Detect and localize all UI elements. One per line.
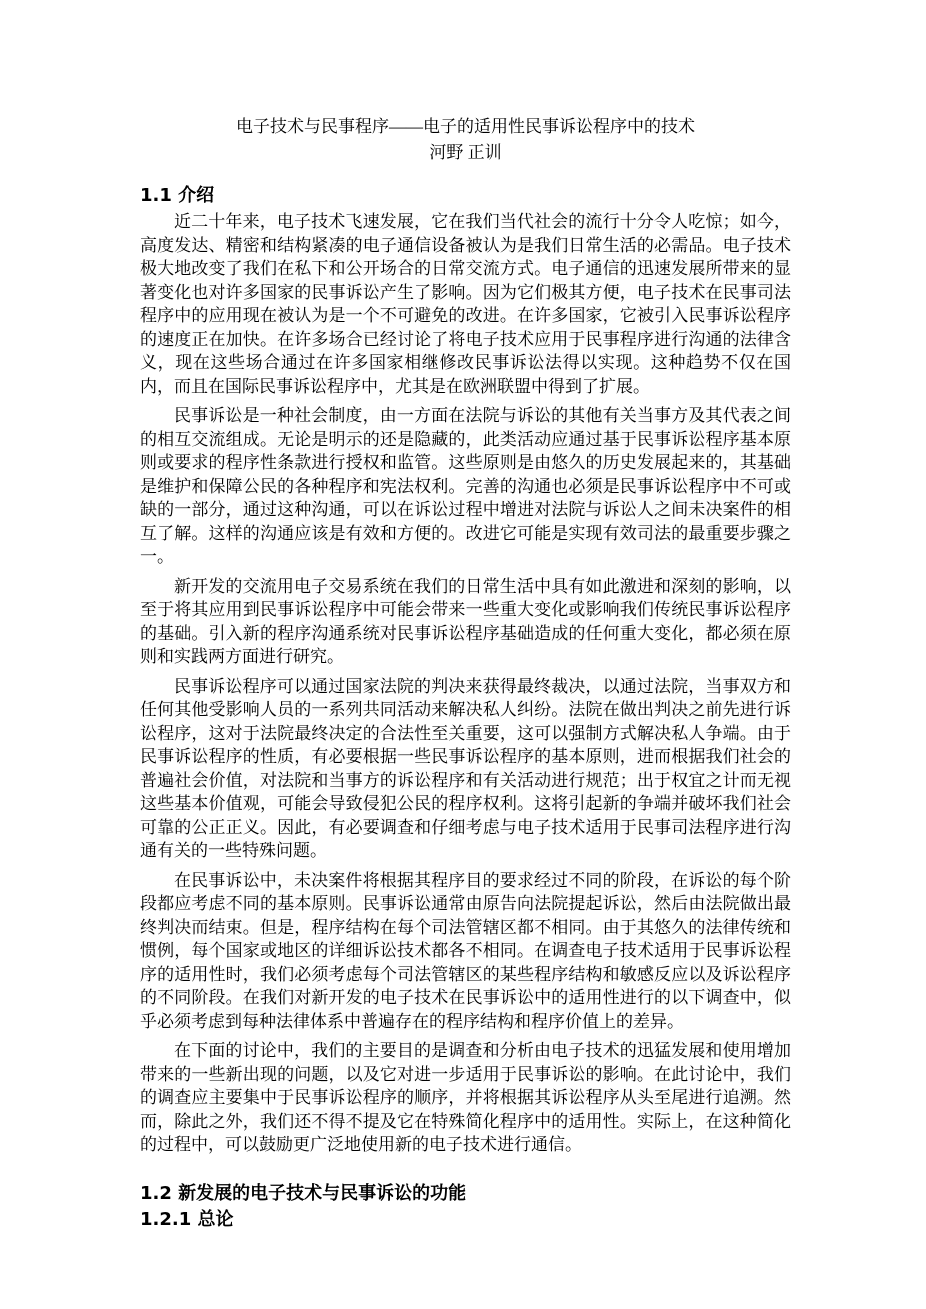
paragraph-1: 近二十年来，电子技术飞速发展，它在我们当代社会的流行十分令人吃惊；如今，高度发达、精密和结构紧凑的电子通信设备被认为是我们日常生活的必需品。电子技术极大地改变了我们在私下和公开场合的日常交流方式。电子通信的迅速发展所带来的显著变化也对许多国家的民事诉讼产生了影响。因为它们极其方便，电子技术在民事司法程序中的应用现在被认为是一个不可避免的改进。在许多国家，它被引入民事诉讼程序的速度正在加快。在许多场合已经讨论了将电子技术应用于民事程序进行沟通的法律含义，现在这些场合通过在许多国家相继修改民事诉讼法得以实现。这种趋势不仅在国内，而且在国际民事诉讼程序中，尤其是在欧洲联盟中得到了扩展。: [140, 212, 791, 396]
section-heading-1-2: 1.2 新发展的电子技术与民事诉讼的功能: [140, 1182, 467, 1204]
paragraph-3: 新开发的交流用电子交易系统在我们的日常生活中具有如此激进和深刻的影响，以至于将其应用到民事诉讼程序中可能会带来一些重大变化或影响我们传统民事诉讼程序的基础。引入新的程序沟通系统对民事诉讼程序基础造成的任何重大变化，都必须在原则和实践两方面进行研究。: [140, 576, 791, 666]
section-heading-1-2-1: 1.2.1 总论: [140, 1208, 234, 1230]
section-heading-1-1: 1.1 介绍: [140, 185, 215, 206]
paragraph-2: 民事诉讼是一种社会制度，由一方面在法院与诉讼的其他有关当事方及其代表之间的相互交流组成。无论是明示的还是隐藏的，此类活动应通过基于民事诉讼程序基本原则或要求的程序性条款进行授权和监管。这些原则是由悠久的历史发展起来的，其基础是维护和保障公民的各种程序和宪法权利。完善的沟通也必须是民事诉讼程序中不可或缺的一部分，通过这种沟通，可以在诉讼过程中增进对法院与诉讼人之间未决案件的相互了解。这样的沟通应该是有效和方便的。改进它可能是实现有效司法的最重要步骤之一。: [140, 406, 791, 566]
paragraph-5: 在民事诉讼中，未决案件将根据其程序目的要求经过不同的阶段，在诉讼的每个阶段都应考虑不同的基本原则。民事诉讼通常由原告向法院提起诉讼，然后由法院做出最终判决而结束。但是，程序结构在每个司法管辖区都不相同。由于其悠久的法律传统和惯例，每个国家或地区的详细诉讼技术都各不相同。在调查电子技术适用于民事诉讼程序的适用性时，我们必须考虑每个司法管辖区的某些程序结构和敏感反应以及诉讼程序的不同阶段。在我们对新开发的电子技术在民事诉讼中的适用性进行的以下调查中，似乎必须考虑到每种法律体系中普遍存在的程序结构和程序价值上的差异。: [140, 870, 791, 1031]
paragraph-6: 在下面的讨论中，我们的主要目的是调查和分析由电子技术的迅猛发展和使用增加带来的一些新出现的问题，以及它对进一步适用于民事诉讼的影响。在此讨论中，我们的调查应主要集中于民事诉讼程序的顺序，并将根据其诉讼程序从头至尾进行追溯。然而，除此之外，我们还不得不提及它在特殊简化程序中的适用性。实际上，在这种简化的过程中，可以鼓励更广泛地使用新的电子技术进行通信。: [140, 1041, 791, 1154]
paragraph-4: 民事诉讼程序可以通过国家法院的判决来获得最终裁决，以通过法院，当事双方和任何其他受影响人员的一系列共同活动来解决私人纠纷。法院在做出判决之前先进行诉讼程序，这对于法院最终决定的合法性至关重要，这可以强制方式解决私人争端。由于民事诉讼程序的性质，有必要根据一些民事诉讼程序的基本原则，进而根据我们社会的普遍社会价值，对法院和当事方的诉讼程序和有关活动进行规范；出于权宜之计而无视这些基本价值观，可能会导致侵犯公民的程序权利。这将引起新的争端并破坏我们社会可靠的公正正义。因此，有必要调查和仔细考虑与电子技术适用于民事司法程序进行沟通有关的一些特殊问题。: [140, 676, 791, 860]
document-title: 电子技术与民事程序——电子的适用性民事诉讼程序中的技术: [236, 117, 695, 136]
document-content: [140, 0, 791, 1232]
document-author: 河野 正训: [429, 143, 502, 162]
